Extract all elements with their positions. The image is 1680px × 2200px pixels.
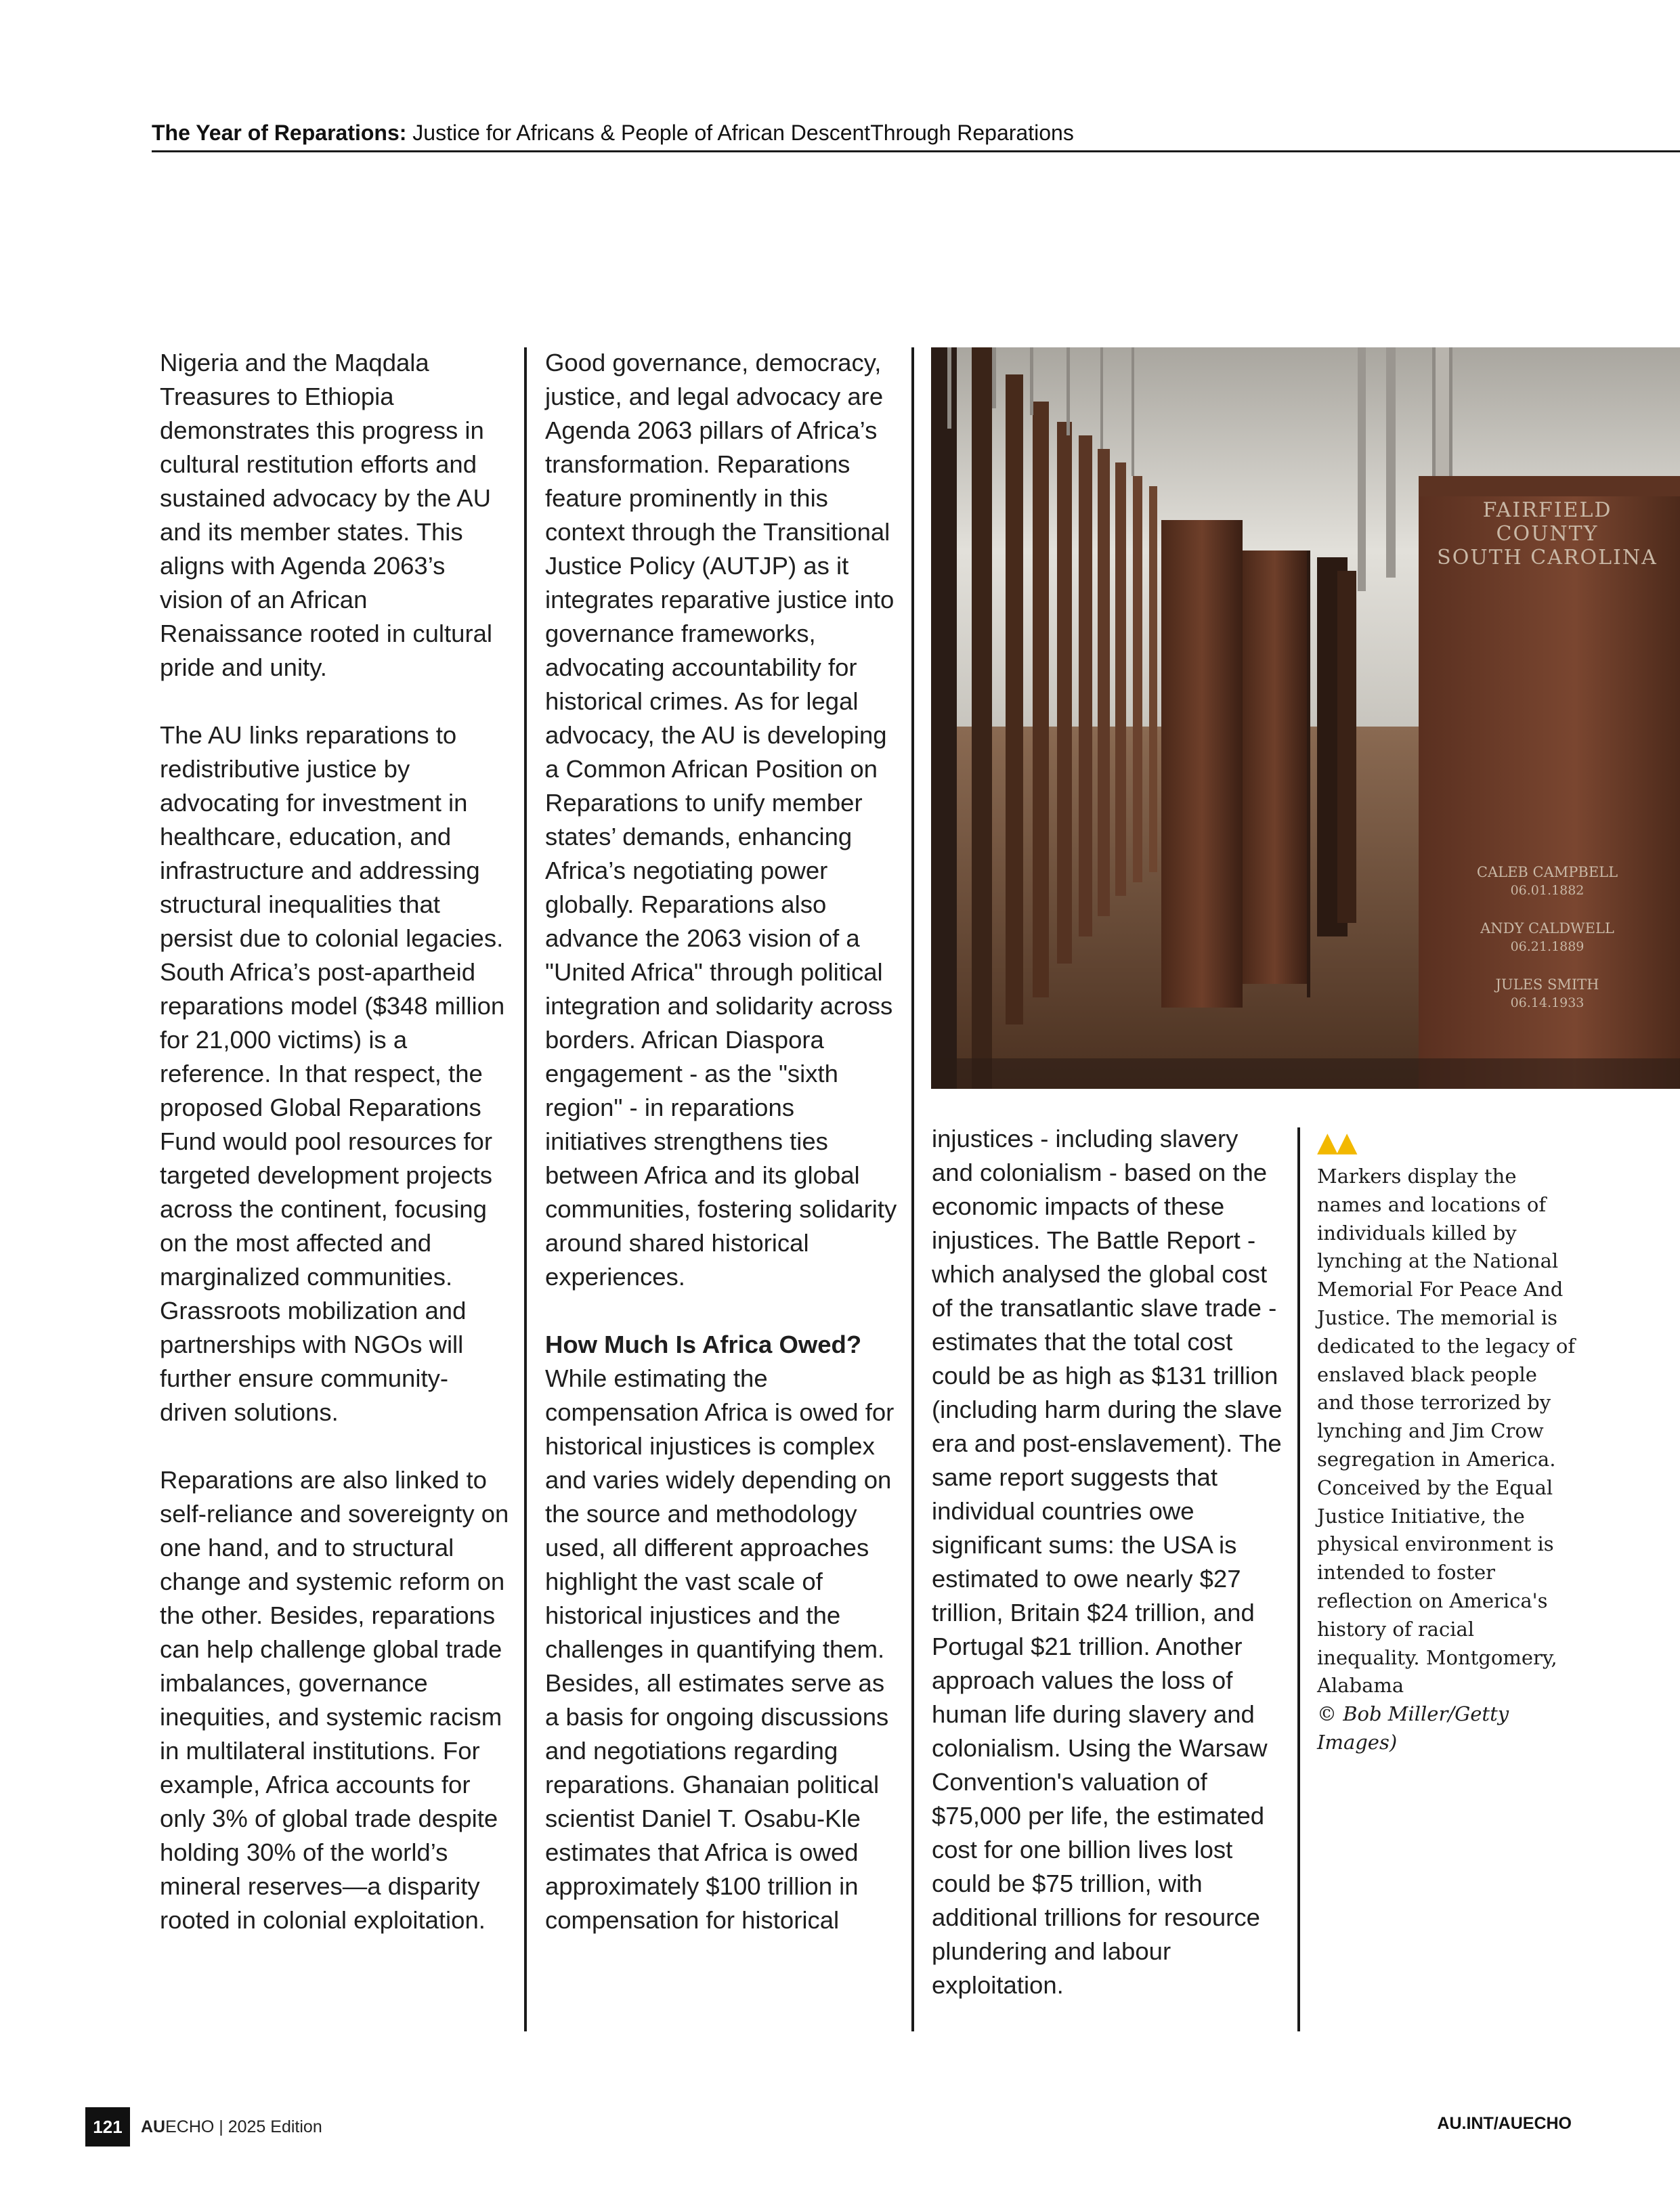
marker-date: 06.14.1933 <box>1510 995 1585 1010</box>
footer-url[interactable]: AU.INT/AUECHO <box>1437 2114 1572 2133</box>
publication-name <box>141 2117 322 2137</box>
edition-label: ECHO | 2025 Edition <box>165 2117 322 2136</box>
paragraph: The AU links reparations to redistributive justice by advocating for investment in healthcare, education, and infrastructure and addressing structural inequalities that persist due to colonial legacies. South Africa’s post-apartheid reparations model ($348 million for 21,000 victims) is a reference. In that respect, the proposed Global Reparations Fund would pool resources for targeted development projects across the continent, focusing on the most affected and marginalized communities. Grassroots mobilization and partnerships with NGOs will further ensure community-driven solutions. <box>160 721 505 1426</box>
paragraph: injustices - including slavery and colonialism - based on the economic impacts of these injustices. The Battle Report - which analysed the global cost of the transatlantic slave trade - estimates that the total cost could be as high as $131 trillion (including harm during the slave era and post-enslavement). The same report suggests that individual countries owe significant sums: the USA is estimated to owe nearly $27 trillion, Britain $24 trillion, and Portugal $21 trillion. Another approach values the loss of human life during slavery and colonialism. Using the Warsaw Convention's valuation of $75,000 per life, the estimated cost for one billion lives lost could be $75 trillion, with additional trillions for resource plundering and labour exploitation. <box>932 1125 1283 1999</box>
photo-caption <box>1317 1127 1578 1757</box>
paragraph: Reparations are also linked to self-reliance and sovereignty on one hand, and to structural change and systemic reform on the other. Besides, reparations can help challenge global trade imbalances, governance inequities, and systemic racism in multilateral institutions. For example, Africa accounts for only 3% of global trade despite holding 30% of the world’s mineral reserves—a disparity rooted in colonial exploitation. <box>160 1466 509 1934</box>
marker-name: CALEB CAMPBELL <box>1476 864 1618 880</box>
column-divider <box>524 347 527 2031</box>
marker-name: ANDY CALDWELL <box>1480 920 1614 936</box>
column-divider <box>1297 1127 1300 2031</box>
article-column-2 <box>545 346 897 1937</box>
marker-date: 06.21.1889 <box>1510 939 1585 954</box>
marker-date: 06.01.1882 <box>1510 883 1585 898</box>
caption-text: Markers display the names and locations of individuals killed by lynching at the National Memorial For Peace And Justice. The memorial is dedicated to the legacy of enslaved black people and those terrorized by lynching and Jim Crow segregation in America. Conceived by the Equal Justice Initiative, the physical environment is intended to foster reflection on America's history of racial inequality. Montgomery, Alabama <box>1317 1165 1576 1698</box>
page-number: 121 <box>85 2107 130 2147</box>
paragraph: While estimating the compensation Africa is owed for historical injustices is complex and varies widely depending on the source and methodology used, all different approaches highlight the vast scale of historical injustices and the challenges in quantifying them. Besides, all estimates serve as a basis for ongoing discussions and negotiations regarding reparations. Ghanaian political scientist Daniel T. Osabu-Kle estimates that Africa is owed approximately $100 trillion in compensation for historical <box>545 1364 895 1934</box>
paragraph: Nigeria and the Maqdala Treasures to Ethiopia demonstrates this progress in cultural restitution efforts and sustained advocacy by the AU and its member states. This aligns with Agenda 2063’s vision of an African Renaissance rooted in cultural pride and unity. <box>160 349 493 681</box>
article-column-3 <box>932 1122 1284 2002</box>
marker-county-line: FAIRFIELD <box>1482 498 1612 522</box>
running-header <box>152 118 1680 152</box>
article-column-1 <box>160 346 512 1937</box>
section-heading: How Much Is Africa Owed? <box>545 1331 862 1358</box>
paragraph: Good governance, democracy, justice, and legal advocacy are Agenda 2063 pillars of Africa’s transformation. Reparations feature prominently in this context through the Transitional Justice Policy (AUTJP) as it integrates reparative justice into governance frameworks, advocating accountability for historical crimes. As for legal advocacy, the AU is developing a Common African Position on Reparations to unify member states’ demands, enhancing Africa’s negotiating power globally. Reparations also advance the 2063 vision of a "United Africa" through political integration and solidarity across borders. African Diaspora engagement - as the "sixth region" - in reparations initiatives strengthens ties between Africa and its global communities, fostering solidarity around shared historical experiences. <box>545 349 897 1291</box>
footer-publication <box>85 2107 322 2147</box>
marker-name: JULES SMITH <box>1495 976 1599 993</box>
brand-name: AU <box>141 2117 166 2136</box>
marker-county-line: COUNTY <box>1496 522 1599 546</box>
header-title-bold: The Year of Reparations: <box>152 121 407 145</box>
marker-county-line: SOUTH CAROLINA <box>1437 546 1658 569</box>
memorial-photo <box>931 347 1680 1089</box>
caption-arrows-icon: ▲▲ <box>1317 1127 1356 1158</box>
column-divider <box>911 347 914 2031</box>
photo-credit: © Bob Miller/Getty Images) <box>1317 1702 1509 1754</box>
header-title-rest: Justice for Africans & People of African DescentThrough Reparations <box>412 121 1074 145</box>
